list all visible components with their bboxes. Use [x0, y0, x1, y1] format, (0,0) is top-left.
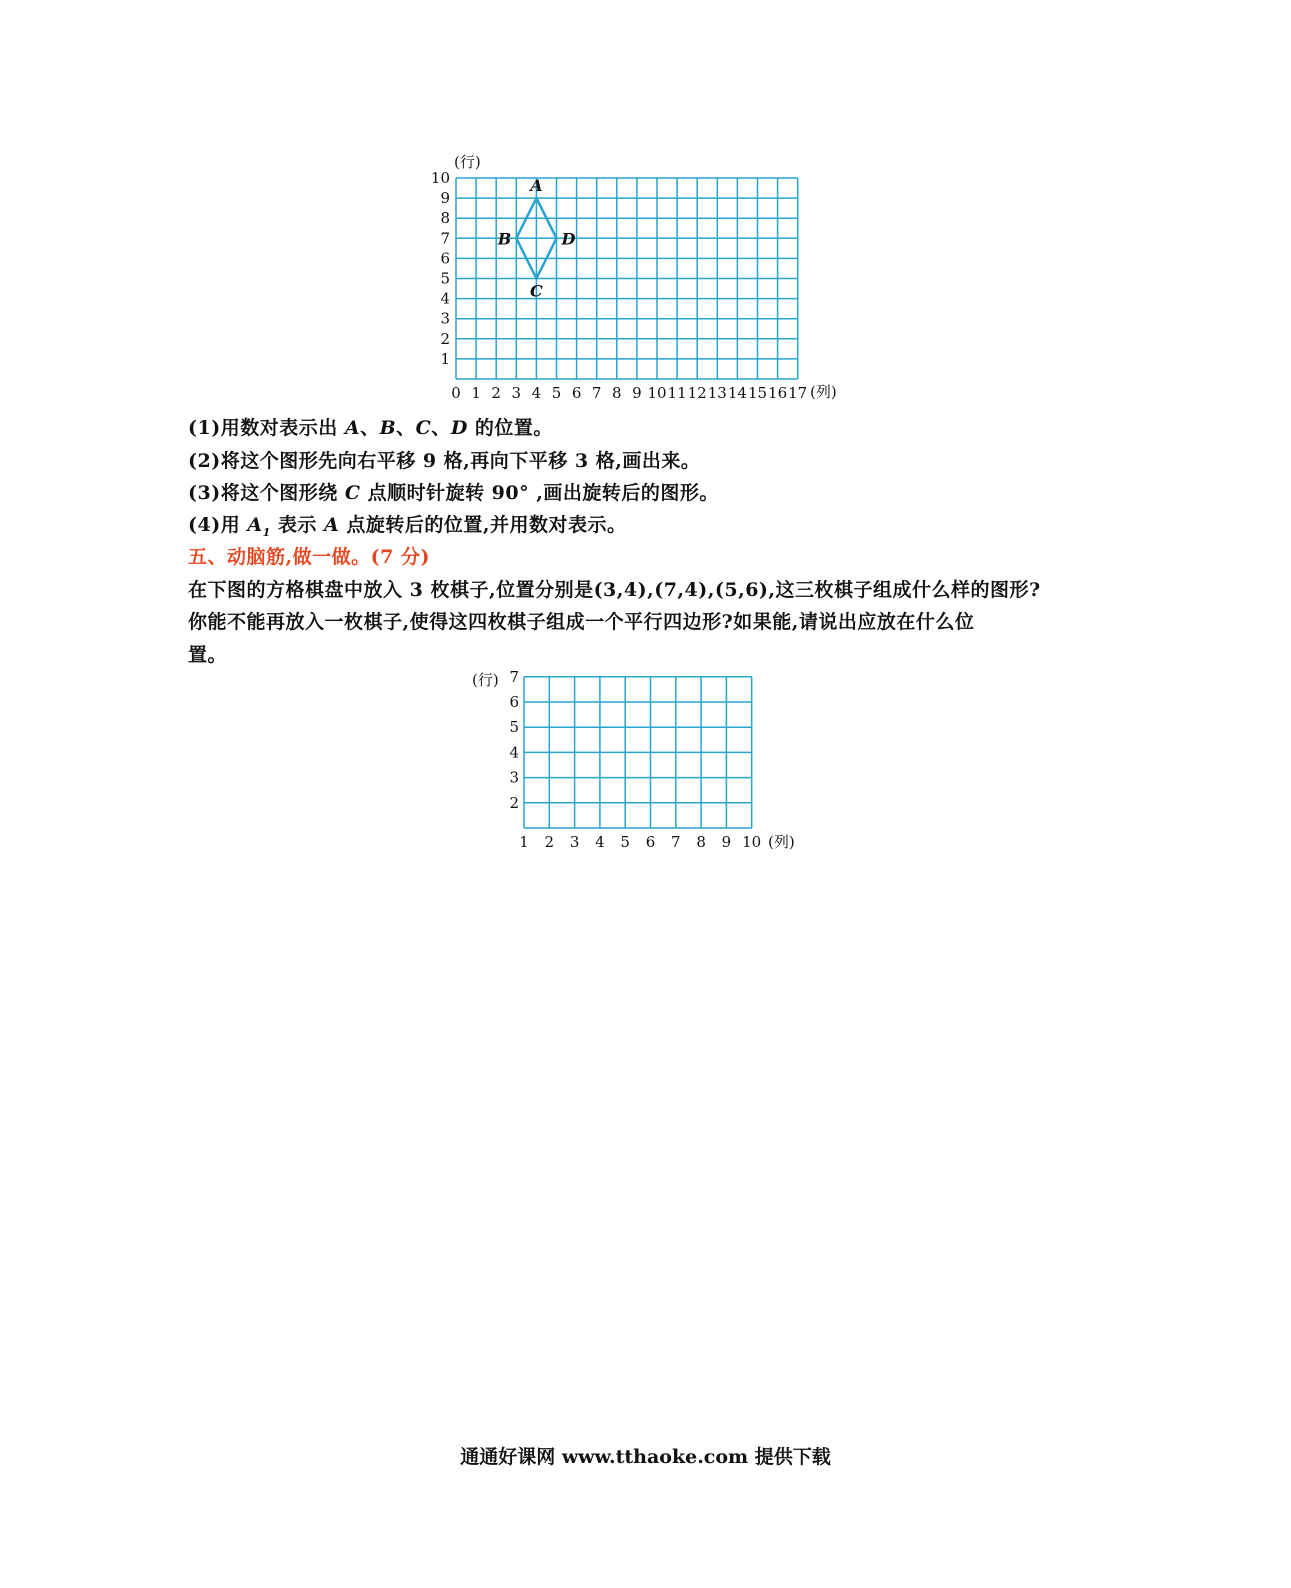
y-tick-label: 6 — [509, 693, 519, 711]
row-unit-label: (行) — [472, 671, 499, 689]
x-tick-label: 2 — [544, 833, 555, 851]
x-tick-label: 6 — [645, 833, 656, 851]
y-tick-label: 3 — [509, 768, 519, 787]
label-c: C — [415, 417, 432, 439]
x-tick-label: 17 — [788, 384, 808, 402]
x-tick-label: 0 — [451, 384, 461, 402]
x-tick-labels — [451, 384, 807, 402]
y-tick-label: 3 — [440, 309, 450, 328]
question-3: (3)将这个图形绕 C 点顺时针旋转 90° ,画出旋转后的图形。 — [188, 482, 719, 504]
y-tick-label: 4 — [440, 289, 450, 308]
grid-lines — [524, 677, 752, 828]
x-tick-label: 2 — [491, 384, 501, 402]
x-tick-label: 6 — [571, 384, 582, 402]
y-tick-label: 5 — [440, 269, 450, 288]
vertex-label-d: D — [561, 229, 576, 249]
y-tick-label: 7 — [440, 229, 450, 248]
row-unit-label: (行) — [454, 153, 481, 171]
x-tick-label: 9 — [721, 833, 732, 851]
y-tick-label: 5 — [509, 718, 519, 737]
section-5-heading: 五、动脑筋,做一做。(7 分) — [188, 546, 430, 568]
x-tick-label: 14 — [727, 384, 747, 402]
vertex-label-b: B — [497, 229, 512, 249]
vertex-label-c: C — [530, 281, 543, 301]
x-tick-label: 12 — [687, 384, 707, 402]
y-tick-label: 6 — [440, 249, 450, 268]
x-tick-label: 7 — [591, 384, 602, 402]
x-tick-label: 1 — [471, 384, 481, 402]
x-tick-label: 5 — [551, 384, 562, 402]
coordinate-grid-2 — [0, 660, 1291, 860]
coordinate-grid-1 — [0, 0, 1291, 420]
y-tick-label: 8 — [440, 209, 450, 228]
x-tick-label: 11 — [667, 384, 687, 402]
y-tick-label: 2 — [440, 329, 450, 348]
x-tick-label: 13 — [707, 384, 727, 402]
col-unit-label: (列) — [810, 383, 837, 401]
y-tick-label: 2 — [509, 793, 519, 812]
question-4: (4)用 $A_1$ 表示 A 点旋转后的位置,并用数对表示。 — [188, 514, 627, 539]
label-d: D — [450, 417, 468, 439]
x-tick-label: 15 — [747, 384, 768, 402]
x-tick-label: 3 — [569, 833, 580, 851]
y-tick-labels — [431, 169, 450, 368]
x-tick-label: 9 — [632, 384, 642, 402]
question-2: (2)将这个图形先向右平移 9 格,再向下平移 3 格,画出来。 — [188, 450, 701, 472]
question-1: (1)用数对表示出 A、B、C、D 的位置。 — [188, 417, 553, 439]
y-tick-label: 9 — [440, 189, 450, 208]
grid-lines — [456, 178, 798, 379]
col-unit-label: (列) — [768, 833, 795, 851]
x-tick-label: 16 — [768, 384, 788, 402]
y-tick-label: 1 — [440, 349, 450, 368]
x-tick-label: 5 — [620, 833, 630, 851]
y-tick-labels — [509, 668, 519, 812]
x-tick-label: 4 — [595, 833, 605, 851]
x-tick-label: 10 — [647, 384, 667, 402]
vertex-label-a: A — [530, 176, 543, 196]
y-tick-label: 4 — [509, 743, 519, 762]
section-5-line-2: 你能不能再放入一枚棋子,使得这四枚棋子组成一个平行四边形?如果能,请说出应放在什么位 — [188, 611, 975, 633]
x-tick-label: 8 — [696, 833, 706, 851]
x-tick-label: 1 — [519, 833, 529, 851]
x-tick-label: 3 — [511, 384, 522, 402]
y-tick-label: 10 — [430, 169, 450, 187]
footer-credit: 通通好课网 www.tthaoke.com 提供下载 — [460, 1446, 831, 1468]
x-tick-label: 7 — [671, 833, 681, 851]
x-tick-label: 10 — [742, 833, 762, 851]
x-tick-labels — [519, 833, 761, 851]
label-b: B — [379, 417, 397, 439]
x-tick-label: 4 — [531, 384, 542, 402]
x-tick-label: 8 — [612, 384, 622, 402]
y-tick-label: 7 — [509, 667, 519, 686]
label-a: A — [344, 417, 361, 439]
section-5-line-1: 在下图的方格棋盘中放入 3 枚棋子,位置分别是(3,4),(7,4),(5,6),这三枚棋子组成什么样的图形? — [188, 579, 1041, 601]
section-5-line-3: 置。 — [188, 644, 228, 666]
